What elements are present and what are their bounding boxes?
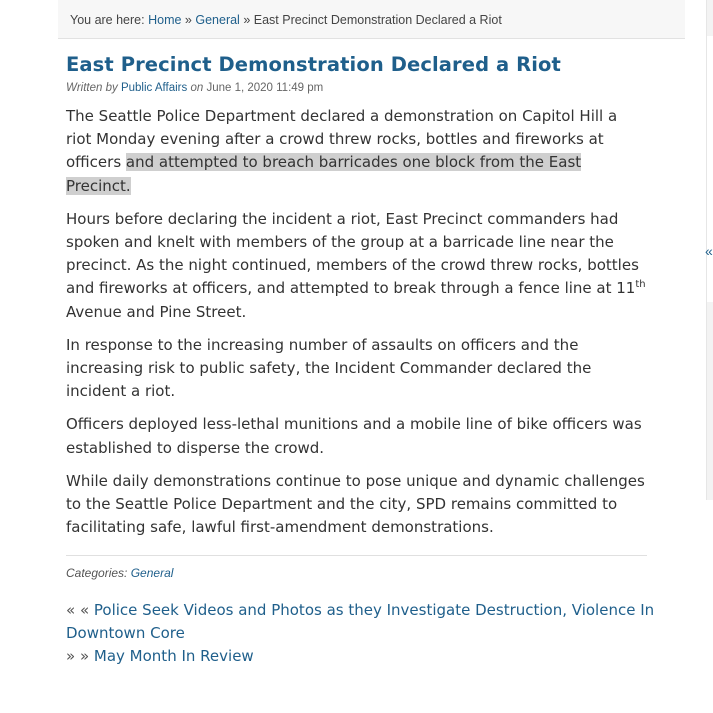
previous-post	[66, 599, 666, 645]
paragraph	[66, 105, 646, 198]
paragraph: While daily demonstrations continue to pose unique and dynamic challenges to the Seattle Police Department and the city, SPD remains committed to facilitating safe, lawful first-amendment demonstrations.	[66, 471, 645, 537]
byline-date: June 1, 2020 11:49 pm	[206, 82, 324, 94]
selected-text: and attempted to breach barricades one block from the East Precinct.	[66, 153, 582, 195]
breadcrumb-separator: »	[184, 13, 192, 27]
post-navigation	[66, 599, 666, 669]
next-post-link[interactable]: May Month In Review	[93, 647, 254, 666]
paragraph: Officers deployed less-lethal munitions and a mobile line of bike officers was established to disperse the crowd.	[66, 415, 642, 457]
sidebar-expand-arrow[interactable]: «	[705, 243, 713, 259]
paragraph: In response to the increasing number of assaults on officers and the increasing risk to public safety, the Incident Commander declared the incident a riot.	[66, 335, 592, 401]
post-categories	[66, 566, 173, 580]
paragraph	[66, 208, 646, 324]
next-arrows: » »	[66, 647, 90, 666]
breadcrumb-general-link[interactable]: General	[195, 13, 240, 27]
breadcrumb-current: East Precinct Demonstration Declared a Riot	[253, 13, 502, 27]
post-body	[66, 105, 646, 549]
byline-on: on	[190, 82, 204, 94]
byline-author-link[interactable]: Public Affairs	[120, 82, 188, 94]
ordinal-suffix: th	[635, 279, 646, 291]
byline-written-by: Written by	[66, 82, 118, 94]
paragraph-text: Hours before declaring the incident a riot, East Precinct commanders had spoken and knelt with members of the group at a barricade line near the precinct. As the night continued, members of the crowd threw rocks, bottles and fireworks at officers, and attempted to break through a fence line at 11	[66, 209, 639, 298]
categories-label: Categories:	[66, 566, 128, 580]
breadcrumb-prefix: You are here:	[70, 13, 145, 27]
breadcrumb-separator: »	[243, 13, 251, 27]
post-title: East Precinct Demonstration Declared a Riot	[66, 53, 561, 76]
divider	[66, 555, 647, 556]
breadcrumb-home-link[interactable]: Home	[148, 13, 182, 27]
previous-post-link[interactable]: Police Seek Videos and Photos as they Investigate Destruction, Violence In Downtown Core	[66, 601, 655, 643]
paragraph-text: The Seattle Police Department declared a demonstration on Capitol Hill a riot Monday evening after a crowd threw rocks, bottles and fireworks at officers	[66, 107, 618, 172]
post-byline	[66, 82, 323, 94]
sidebar-edge-panel	[706, 36, 713, 302]
breadcrumb	[58, 0, 685, 39]
category-general-link[interactable]: General	[130, 566, 174, 580]
previous-arrows: « «	[66, 601, 90, 619]
paragraph-text: Avenue and Pine Street.	[66, 302, 247, 321]
next-post	[66, 645, 666, 668]
